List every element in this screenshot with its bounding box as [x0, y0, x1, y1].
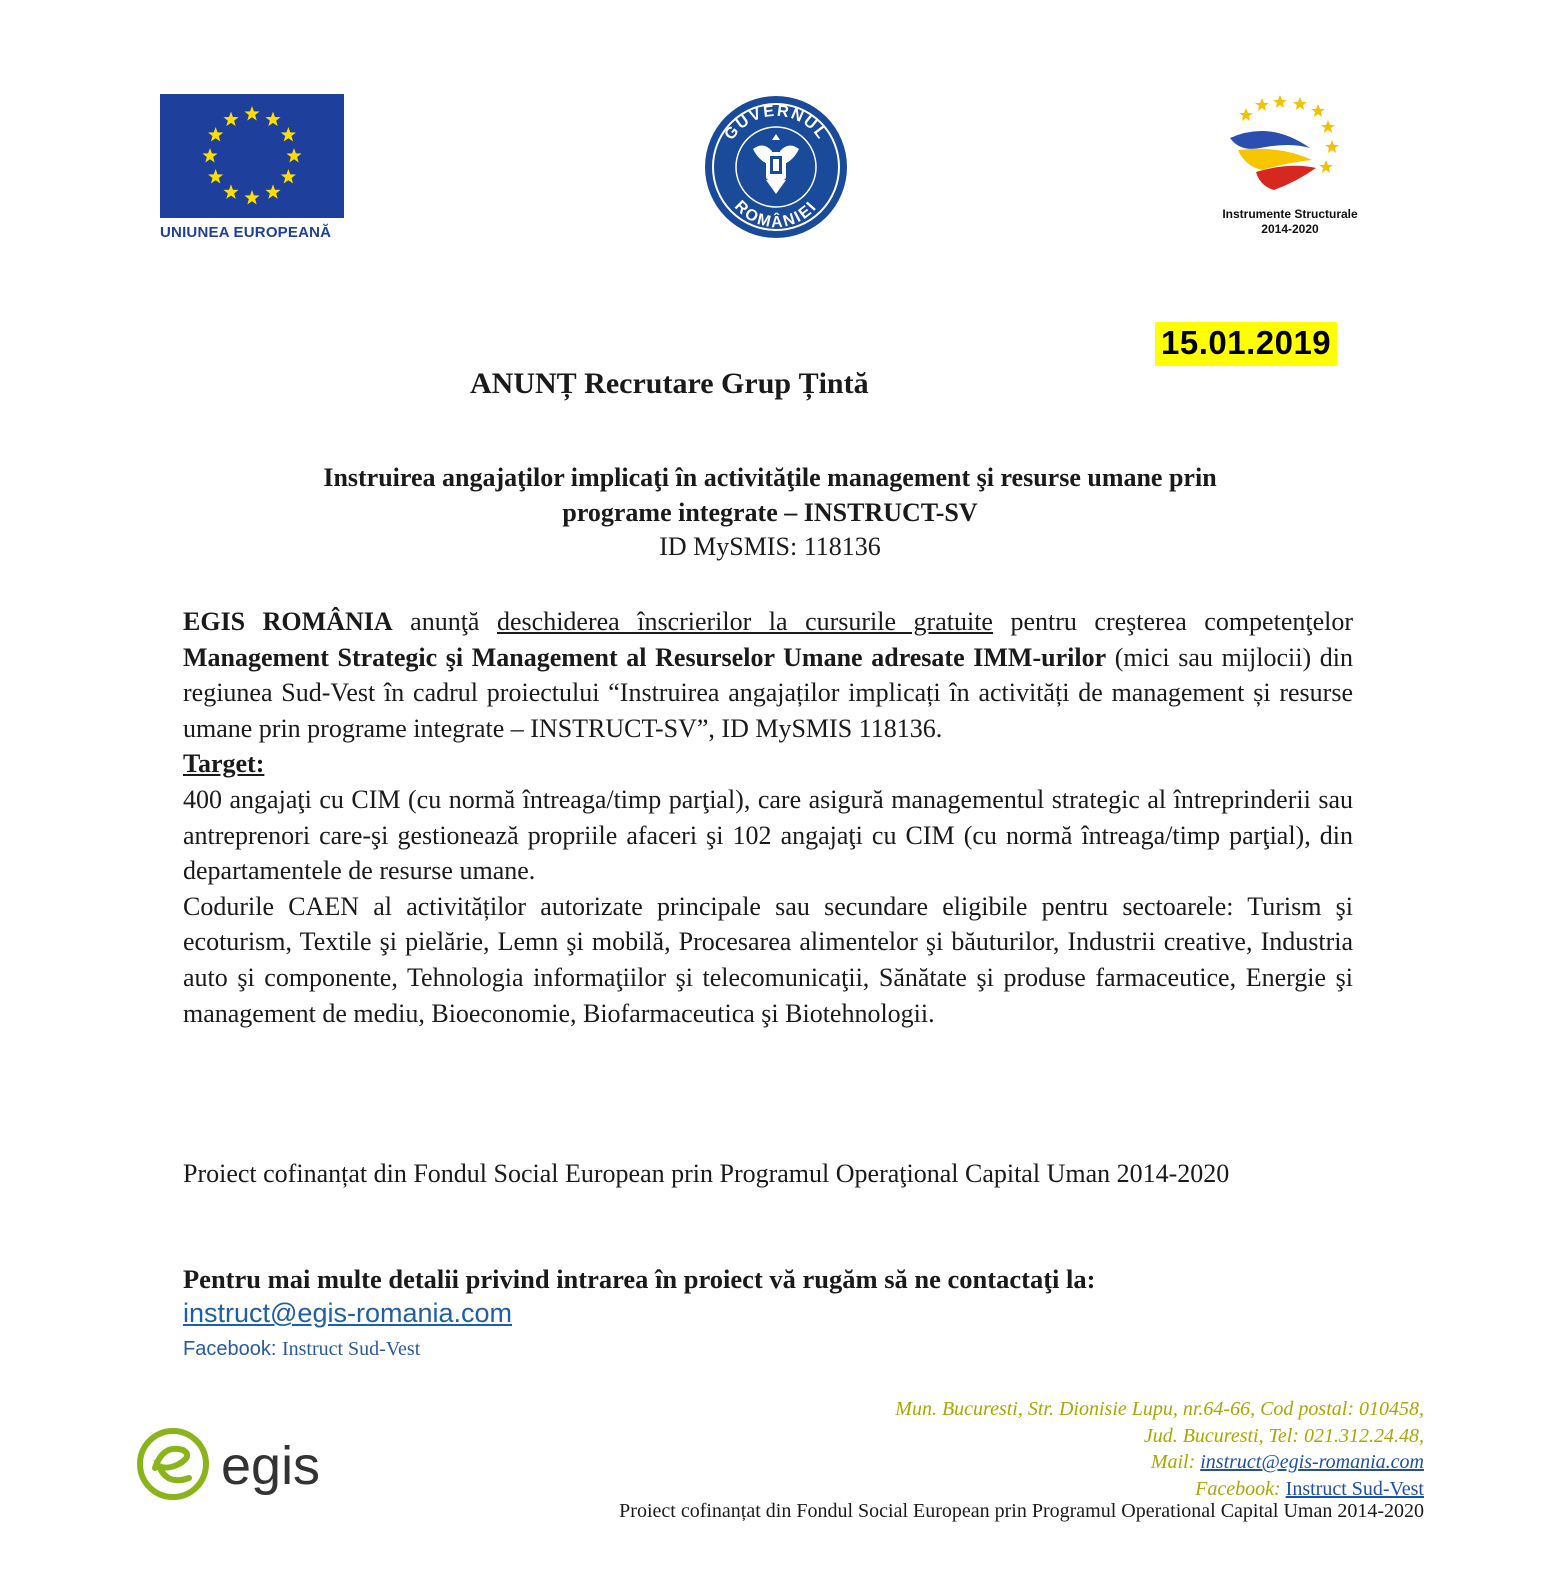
subtitle-line1: Instruirea angajaţilor implicaţi în activităţile management şi resurse umane prin — [323, 463, 1217, 492]
contact-heading: Pentru mai multe detalii privind intrarea în proiect vă rugăm să ne contactaţi la: — [183, 1264, 1096, 1294]
enrollment-link[interactable]: deschiderea înscrierilor la cursurile gratuite — [497, 607, 993, 636]
footer-cofinancing: Proiect cofinanțat din Fondul Social European prin Programul Operational Capital Uman 2014-2020 — [619, 1500, 1424, 1522]
facebook-label: Facebook: — [183, 1338, 282, 1360]
structural-instruments-icon — [1200, 90, 1380, 200]
contact-email-link[interactable]: instruct@egis-romania.com — [183, 1298, 513, 1328]
instrumente-structurale-logo — [1200, 90, 1380, 240]
is-caption-line1: Instrumente Structurale — [1222, 207, 1358, 221]
eu-star — [281, 169, 296, 183]
instrumente-structurale-caption — [1200, 207, 1380, 237]
egis-logo — [133, 1424, 353, 1508]
announcement-body — [183, 604, 1353, 1031]
eu-logo — [160, 94, 344, 244]
footer-facebook-link[interactable]: Instruct Sud-Vest — [1285, 1477, 1424, 1500]
eu-stars-icon — [160, 94, 344, 218]
eu-star — [265, 184, 280, 198]
eu-star — [223, 112, 238, 126]
target-paragraph: 400 angajaţi cu CIM (cu normă întreaga/timp parţial), care asigură managementul strategic al întreprinderii sau antreprenori care-şi gestionează propriile afaceri şi 102 angajaţi cu CIM (cu normă întreaga/timp parţial), din departamentele de resurse umane. — [183, 784, 1353, 886]
cofinancing-note: Proiect cofinanțat din Fondul Social European prin Programul Operaţional Capital Uman 2014-2020 — [183, 1159, 1230, 1188]
contact-facebook — [183, 1338, 420, 1361]
intro-text-2: pentru creşterea competenţelor — [992, 607, 1354, 636]
eu-star — [281, 127, 296, 141]
footer-mail — [895, 1449, 1424, 1476]
footer-mail-label: Mail: — [1150, 1451, 1201, 1473]
eu-caption: UNIUNEA EUROPEANĂ — [160, 224, 332, 241]
footer-facebook — [895, 1476, 1424, 1503]
eu-star — [223, 184, 238, 198]
eu-star — [286, 148, 301, 162]
footer-addr-line1: Mun. Bucuresti, Str. Dionisie Lupu, nr.64-66, Cod postal: 010458, — [895, 1398, 1424, 1420]
svg-text:ROMÂNIEI: ROMÂNIEI — [731, 197, 821, 232]
is-caption-line2: 2014-2020 — [1261, 222, 1319, 236]
government-seal-icon — [703, 94, 849, 240]
target-label: Target: — [183, 749, 265, 779]
eu-flag-icon — [160, 94, 344, 218]
eu-star — [202, 148, 217, 162]
egis-logo-icon — [133, 1424, 353, 1508]
org-name: EGIS ROMÂNIA — [183, 607, 393, 636]
mysmis-id: ID MySMIS: 118136 — [659, 532, 881, 561]
footer-addr-line2: Jud. Bucuresti, Tel: 021.312.24.48, — [1143, 1424, 1424, 1447]
intro-text-1: anunţă — [392, 607, 497, 636]
date-badge: 15.01.2019 — [1155, 322, 1337, 366]
intro-text-3: (mici sau mijlocii) din regiunea Sud-Vest în cadrul proiectului “Instruirea angajaților implicați în activități de management și resurse umane prin programe integrate – INSTRUCT-SV”, ID MySMIS 118136. — [183, 642, 1353, 743]
eu-star — [208, 169, 223, 183]
page-title: ANUNȚ Recrutare Grup Țintă — [470, 367, 869, 400]
caen-paragraph: Codurile CAEN al activităților autorizate principale sau secundare eligibile pentru sectoarele: Turism şi ecoturism, Textile şi pielărie, Lemn şi mobilă, Procesarea alimentelor şi băuturilor, Industrii creative, Industria auto şi componente, Tehnologia informaţiilor şi telecomunicaţii, Sănătate şi produse farmaceutice, Energie şi management de mediu, Bioeconomie, Biofarmaceutica şi Biotehnologii. — [183, 891, 1353, 1028]
subtitle-line2: programe integrate – INSTRUCT-SV — [562, 498, 978, 527]
svg-text:GUVERNUL: GUVERNUL — [721, 102, 831, 144]
intro-paragraph — [183, 604, 1353, 746]
facebook-page[interactable]: Instruct Sud-Vest — [281, 1338, 421, 1360]
eu-star — [265, 112, 280, 126]
footer-mail-link[interactable]: instruct@egis-romania.com — [1200, 1451, 1424, 1473]
footer-address — [895, 1396, 1424, 1502]
target-heading — [183, 746, 1353, 782]
eu-star — [208, 127, 223, 141]
eu-star — [244, 190, 259, 204]
egis-logo-text: egis — [221, 1436, 321, 1496]
courses-bold: Management Strategic şi Management al Resurselor Umane adresate IMM-urilor — [183, 642, 1107, 672]
project-subtitle — [185, 460, 1355, 530]
footer-facebook-label: Facebook: — [1195, 1477, 1286, 1500]
government-seal-logo — [703, 94, 849, 240]
eu-star — [244, 106, 259, 120]
